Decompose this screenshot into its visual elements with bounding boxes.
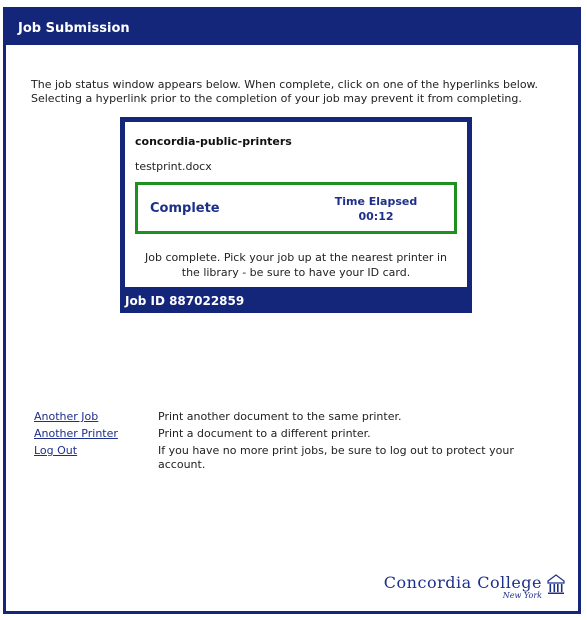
- log-out-link[interactable]: Log Out: [34, 444, 78, 457]
- link-row-another-printer: [34, 425, 554, 442]
- job-message: Job complete. Pick your job up at the nearest printer in the library - be sure to have your ID card.: [145, 251, 447, 279]
- header-bar: [6, 10, 578, 45]
- another-printer-desc: Print a document to a different printer.: [158, 427, 371, 440]
- job-status-body: [125, 122, 467, 287]
- elapsed-value: 00:12: [358, 210, 394, 223]
- job-id: Job ID 887022859: [125, 294, 245, 308]
- another-job-desc: Print another document to the same printer.: [158, 410, 402, 423]
- elapsed-title: Time Elapsed: [334, 195, 418, 208]
- another-printer-link[interactable]: Another Printer: [34, 427, 118, 440]
- logo-wordmark: Concordia College: [383, 573, 542, 592]
- printer-name: concordia-public-printers: [135, 135, 292, 148]
- main-frame: [3, 7, 581, 614]
- intro-text: The job status window appears below. When complete, click on one of the hyperlinks below. Selecting a hyperlink prior to the completion of your job may prevent it from completing.: [31, 78, 539, 105]
- action-links: [34, 408, 554, 476]
- file-name: testprint.docx: [135, 160, 212, 173]
- log-out-desc: If you have no more print jobs, be sure to log out to protect your account.: [158, 444, 514, 471]
- link-row-log-out: [34, 442, 554, 476]
- link-row-another-job: [34, 408, 554, 425]
- page-title: Job Submission: [18, 21, 130, 36]
- college-seal-icon: [546, 573, 566, 595]
- job-status-panel: [120, 117, 472, 313]
- logo-subtitle: New York: [502, 591, 542, 600]
- status-box: [135, 182, 457, 234]
- another-job-link[interactable]: Another Job: [34, 410, 99, 423]
- college-logo: [366, 573, 566, 601]
- status-label: Complete: [150, 201, 220, 216]
